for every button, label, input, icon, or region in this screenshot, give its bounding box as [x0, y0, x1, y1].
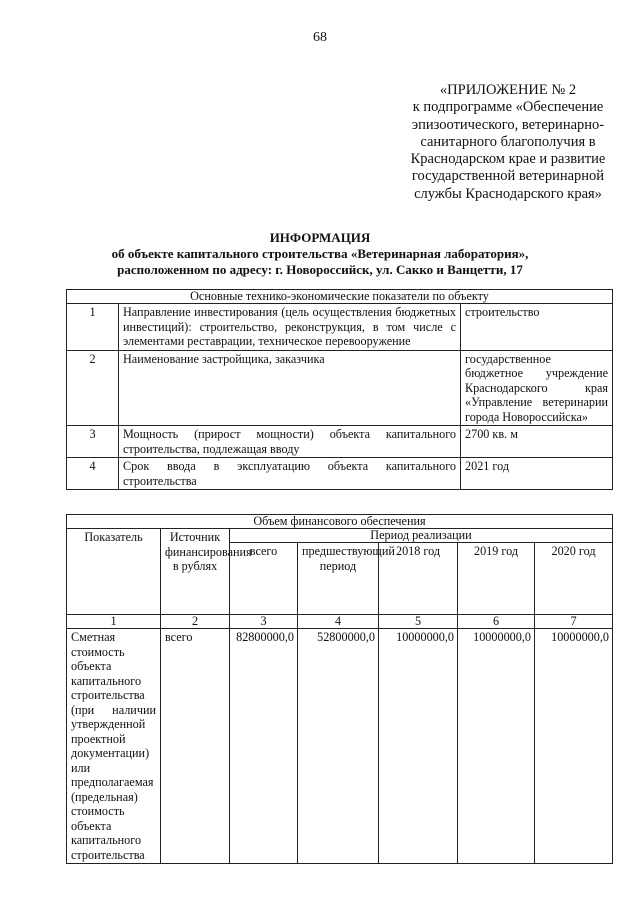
- column-header-previous: предшествующий период: [298, 543, 379, 615]
- row-label: Направление инвестирования (цель осуществления бюджетных инвестиций): строительство, реконструкция, в том числе с элементами реставрации, техническое перевооружение: [119, 304, 461, 351]
- row-value: строительство: [461, 304, 613, 351]
- row-number: 3: [67, 426, 119, 458]
- row-year-value: 10000000,0: [458, 629, 535, 864]
- row-value: 2700 кв. м: [461, 426, 613, 458]
- column-number: 3: [230, 615, 298, 629]
- column-number: 2: [161, 615, 230, 629]
- column-number: 4: [298, 615, 379, 629]
- row-label: Мощность (прирост мощности) объекта капитального строительства, подлежащая вводу: [119, 426, 461, 458]
- document-title: [0, 230, 640, 278]
- row-number: 1: [67, 304, 119, 351]
- appendix-line: службы Краснодарского края»: [414, 185, 602, 202]
- row-value: государственное бюджетное учреждение Краснодарского края «Управление ветеринарии города Новороссийска»: [461, 350, 613, 426]
- row-year-value: 10000000,0: [535, 629, 613, 864]
- appendix-line: государственной ветеринарной: [411, 168, 605, 185]
- title-line: об объекте капитального строительства «Ветеринарная лаборатория»,: [111, 246, 529, 261]
- column-header-period: Период реализации: [230, 529, 613, 543]
- column-number: 6: [458, 615, 535, 629]
- row-indicator: Сметная стоимость объекта капитального строительства (при наличии утвержденной проектной документации) или предполагаемая (предельная) стоимость объекта капитального строительства: [67, 629, 161, 864]
- appendix-reference: [392, 82, 624, 203]
- table-row: [67, 350, 613, 426]
- column-header-year: 2020 год: [535, 543, 613, 615]
- row-number: 2: [67, 350, 119, 426]
- indicators-table: [66, 289, 613, 490]
- financing-header: Объем финансового обеспечения: [67, 515, 613, 529]
- row-source: всего: [161, 629, 230, 864]
- table-row: [67, 629, 613, 864]
- title-heading: ИНФОРМАЦИЯ: [269, 230, 371, 245]
- column-header-year: 2018 год: [379, 543, 458, 615]
- appendix-line: Краснодарском крае и развитие: [410, 151, 606, 168]
- column-number: 1: [67, 615, 161, 629]
- column-header-indicator: Показатель: [67, 529, 161, 615]
- table-row: [67, 426, 613, 458]
- appendix-line: к подпрограмме «Обеспечение: [412, 99, 604, 116]
- column-header-total: всего: [230, 543, 298, 615]
- column-header-source: Источник финансирования в рублях: [161, 529, 230, 615]
- column-header-year: 2019 год: [458, 543, 535, 615]
- column-number: 5: [379, 615, 458, 629]
- title-line: расположенном по адресу: г. Новороссийск, ул. Сакко и Ванцетти, 17: [117, 262, 523, 277]
- row-year-value: 10000000,0: [379, 629, 458, 864]
- row-value: 2021 год: [461, 458, 613, 490]
- appendix-line: санитарного благополучия в: [420, 133, 596, 150]
- column-number: 7: [535, 615, 613, 629]
- row-total: 82800000,0: [230, 629, 298, 864]
- column-number-row: [67, 615, 613, 629]
- row-label: Срок ввода в эксплуатацию объекта капитального строительства: [119, 458, 461, 490]
- table-row: [67, 304, 613, 351]
- page-number: 68: [313, 30, 327, 45]
- indicators-header: Основные технико-экономические показатели по объекту: [67, 290, 613, 304]
- table-row: [67, 458, 613, 490]
- row-label: Наименование застройщика, заказчика: [119, 350, 461, 426]
- row-previous: 52800000,0: [298, 629, 379, 864]
- appendix-line: «ПРИЛОЖЕНИЕ № 2: [439, 82, 577, 98]
- appendix-line: эпизоотического, ветеринарно-: [411, 116, 605, 133]
- row-number: 4: [67, 458, 119, 490]
- financing-table: [66, 514, 613, 864]
